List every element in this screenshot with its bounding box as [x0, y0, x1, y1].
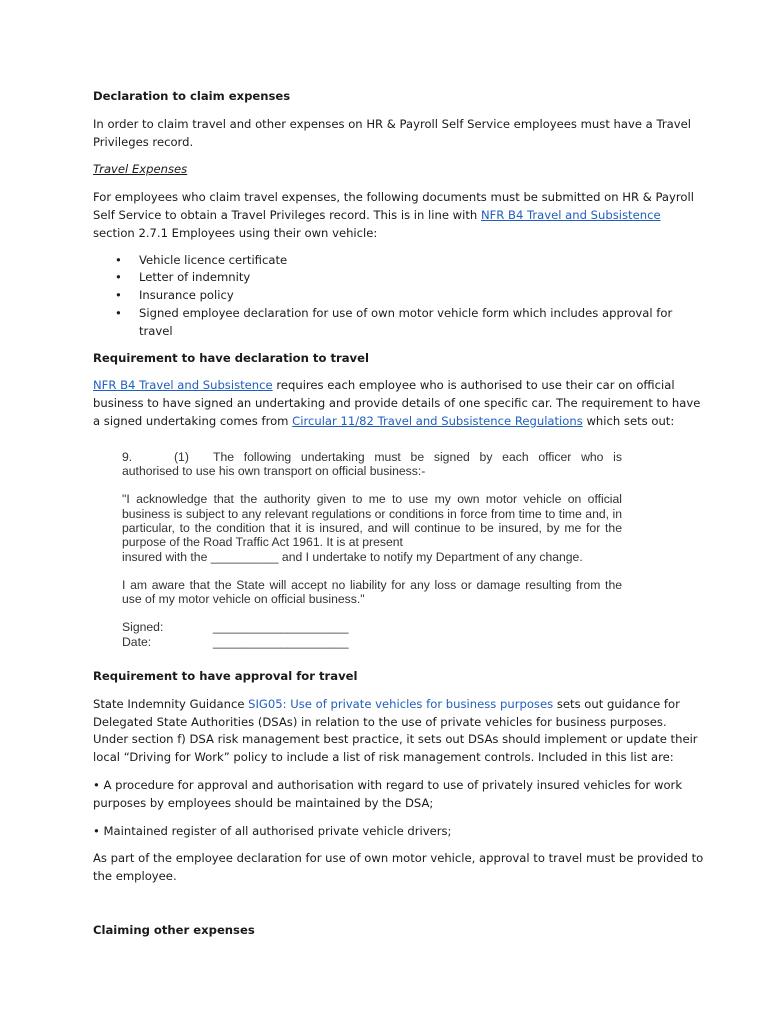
approval-bullet-2: • Maintained register of all authorised private vehicle drivers;: [93, 823, 452, 838]
approval-bullet-1: • A procedure for approval and authorisation with regard to use of privately insured vehicles for work purposes by employees should be maintained by the DSA;: [93, 778, 683, 810]
quote-paragraph-3: I am aware that the State will accept no liability for any loss or damage resulting from the use of my motor vehicle on official business.": [122, 577, 622, 607]
signed-line: ____________________: [213, 620, 349, 635]
list-item: [93, 252, 705, 270]
nfr-b4-link[interactable]: NFR B4 Travel and Subsistence: [480, 207, 661, 222]
documents-list: [93, 252, 705, 341]
approval-final-paragraph: As part of the employee declaration for use of own motor vehicle, approval to travel must be provided to the employee.: [93, 851, 704, 884]
circular-link[interactable]: Circular 11/82 Travel and Subsistence Regulations: [292, 413, 583, 428]
quote-line-1: [122, 450, 622, 464]
clause-number: 9.: [122, 449, 133, 464]
date-row: [122, 635, 622, 649]
req-declaration-text: requires each employee who is authorised to use their car on official business to have signed an undertaking and provide details of one specific car. The requirement to have a signed undertaking comes from: [93, 378, 701, 428]
date-line: ____________________: [213, 634, 349, 649]
quote-paragraph-2-last: insured with the __________ and I undertake to notify my Department of any change.: [122, 549, 583, 564]
page-title: Declaration to claim expenses: [93, 89, 291, 103]
bullet-icon: •: [115, 288, 122, 303]
list-item-label: Signed employee declaration for use of own motor vehicle form which includes approval for travel: [139, 305, 673, 338]
bullet-icon: •: [115, 270, 122, 285]
list-item-label: Letter of indemnity: [139, 270, 251, 285]
document-body: [93, 88, 705, 940]
quote-line-2: authorised to use his own transport on official business:-: [122, 464, 426, 479]
list-item-label: Insurance policy: [139, 288, 234, 303]
req-approval-heading: Requirement to have approval for travel: [93, 669, 358, 684]
req-declaration-paragraph: [93, 377, 705, 430]
signature-block: [122, 620, 622, 649]
approval-paragraph: [93, 696, 705, 767]
travel-expenses-heading: Travel Expenses: [93, 162, 188, 177]
undertaking-quote: [122, 450, 622, 649]
travel-paragraph-text-after: section 2.7.1 Employees using their own vehicle:: [93, 225, 378, 240]
date-label: Date:: [122, 634, 152, 649]
approval-text: State Indemnity Guidance: [93, 696, 249, 711]
bullet-icon: •: [115, 305, 122, 320]
signed-label: Signed:: [122, 620, 164, 635]
travel-paragraph: [93, 189, 705, 242]
list-item-label: Vehicle licence certificate: [139, 252, 288, 267]
intro-paragraph: In order to claim travel and other expenses on HR & Payroll Self Service employees must have a Travel Privileges record.: [93, 116, 691, 149]
req-declaration-heading: Requirement to have declaration to travel: [93, 350, 369, 365]
req-declaration-text-end: which sets out:: [582, 413, 675, 428]
travel-paragraph-text: For employees who claim travel expenses, the following documents must be submitted on HR & Payroll Self Service to obtain a Travel Privileges record. This is in line with: [93, 190, 694, 222]
quote-line-1-text: The following undertaking must be signed by each officer who is: [213, 449, 622, 464]
list-item: [93, 269, 705, 287]
nfr-b4-link-2[interactable]: NFR B4 Travel and Subsistence: [93, 378, 273, 393]
sig05-link[interactable]: SIG05: Use of private vehicles for business purposes: [248, 696, 557, 711]
list-item: [93, 305, 705, 341]
signed-row: [122, 620, 622, 634]
sub-clause-number: (1): [174, 449, 189, 464]
list-item: [93, 287, 705, 305]
quote-paragraph-2: "I acknowledge that the authority given to me to use my own motor vehicle on official business is subject to any relevant regulations or conditions in force from time to time and, in particular, to the condition that it is insured, and will continue to be insured, by me for the purpose of the Road Traffic Act 1961. It is at present: [122, 492, 622, 550]
bullet-icon: •: [115, 252, 122, 267]
claiming-other-expenses-heading: Claiming other expenses: [93, 922, 255, 937]
approval-text-after: sets out guidance for Delegated State Authorities (DSAs) in relation to the use of private vehicles for business purposes. Under section f) DSA risk management best practice, it sets out DSAs should implement or update their local “Driving for Work” policy to include a list of risk management controls. Included in this list are:: [93, 696, 698, 765]
